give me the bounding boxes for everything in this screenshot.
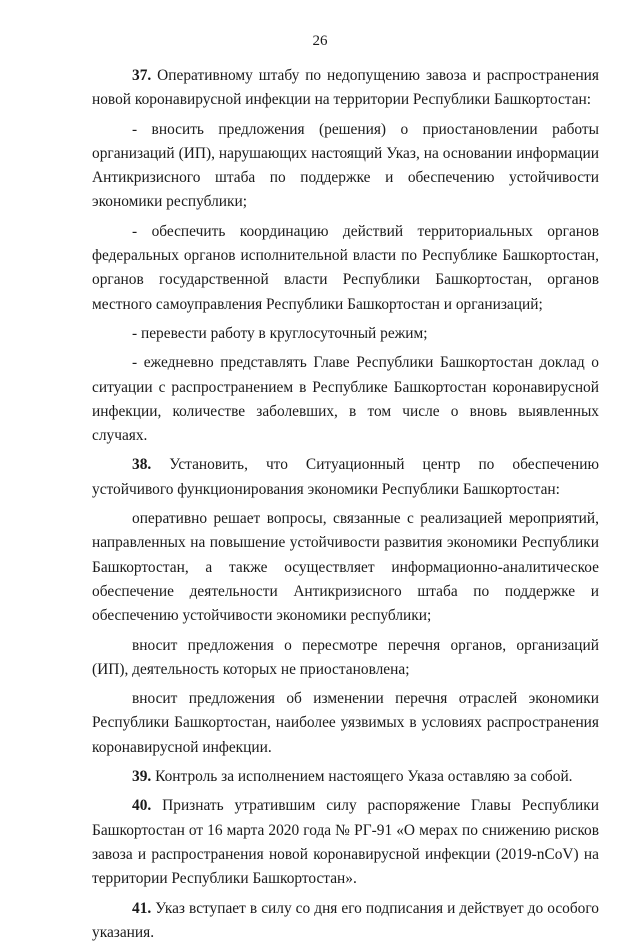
clause-37-item-4: - ежедневно представлять Главе Республики Башкортостан доклад о ситуации с распространением в Республике Башкортостан коронавирусной инфекции, количестве заболевших, в том числе о вновь выявленных случаях. (92, 351, 599, 448)
clause-37-item-3: - перевести работу в круглосуточный режим; (92, 322, 599, 346)
clause-37-item-2: - обеспечить координацию действий территориальных органов федеральных органов исполнительной власти по Республике Башкортостан, органов государственной власти Республики Башкортостан, органов местного самоуправления Республики Башкортостан и организаций; (92, 220, 599, 317)
clause-number: 38. (132, 456, 151, 473)
clause-text: Признать утратившим силу распоряжение Главы Республики Башкортостан от 16 марта 2020 года № РГ-91 «О мерах по снижению рисков завоза и распространения новой коронавирусной инфекции (2019-nCoV) на территории Республики Башкортостан». (92, 797, 599, 887)
clause-38-item-3: вносит предложения об изменении перечня отраслей экономики Республики Башкортостан, наиболее уязвимых в условиях распространения коронавирусной инфекции. (92, 687, 599, 760)
clause-text: Оперативному штабу по недопущению завоза и распространения новой коронавирусной инфекции на территории Республики Башкортостан: (92, 67, 599, 108)
clause-38 (92, 453, 599, 502)
clause-number: 41. (132, 900, 151, 917)
clause-39 (92, 765, 599, 789)
clause-text: Указ вступает в силу со дня его подписания и действует до особого указания. (92, 900, 599, 941)
clause-37-item-1: - вносить предложения (решения) о приостановлении работы организаций (ИП), нарушающих настоящий Указ, на основании информации Антикризисного штаба по поддержке и обеспечению устойчивости экономики республики; (92, 118, 599, 215)
clause-38-item-2: вносит предложения о пересмотре перечня органов, организаций (ИП), деятельность которых не приостановлена; (92, 634, 599, 683)
page-number: 26 (0, 33, 640, 50)
clause-37 (92, 64, 599, 113)
clause-text: Контроль за исполнением настоящего Указа оставляю за собой. (151, 768, 572, 785)
clause-number: 40. (132, 797, 151, 814)
clause-40 (92, 794, 599, 891)
clause-text: Установить, что Ситуационный центр по обеспечению устойчивого функционирования экономики Республики Башкортостан: (92, 456, 599, 497)
clause-number: 39. (132, 768, 151, 785)
clause-38-item-1: оперативно решает вопросы, связанные с реализацией мероприятий, направленных на повышение устойчивости развития экономики Республики Башкортостан, а также осуществляет информационно-аналитическое обеспечение деятельности Антикризисного штаба по поддержке и обеспечению устойчивости экономики республики; (92, 507, 599, 628)
clause-number: 37. (132, 67, 151, 84)
document-body (92, 64, 599, 945)
clause-41 (92, 897, 599, 945)
